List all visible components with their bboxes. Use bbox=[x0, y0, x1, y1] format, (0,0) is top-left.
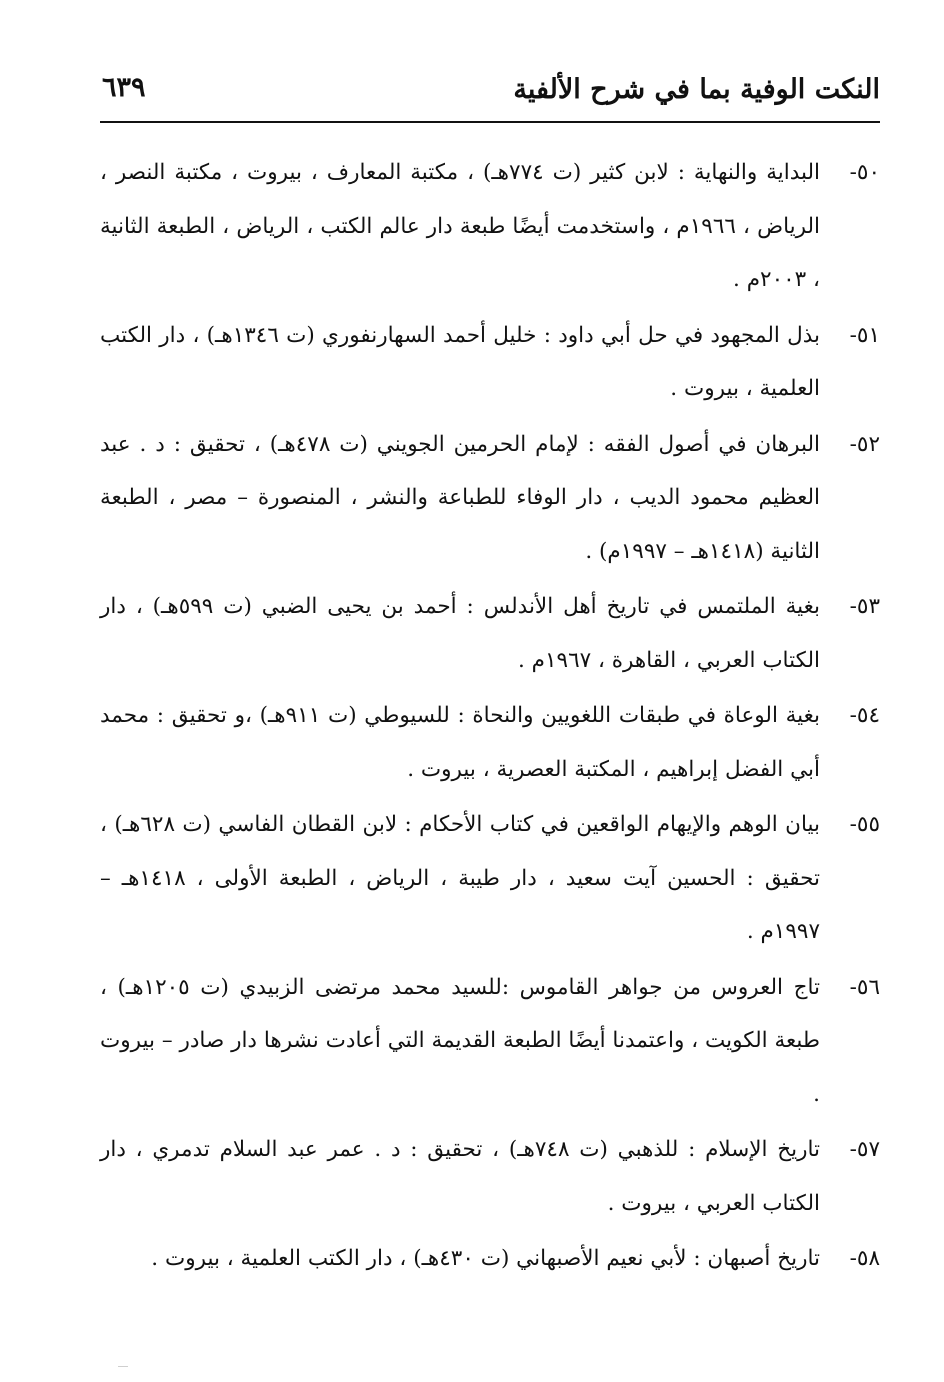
bibliography-list bbox=[100, 146, 880, 1288]
bibliography-entry-56 bbox=[100, 961, 880, 1122]
entry-number: ٥٨- bbox=[849, 1246, 880, 1271]
book-title: النكت الوفية بما في شرح الألفية bbox=[513, 74, 880, 105]
entry-text: تاريخ أصبهان : لأبي نعيم الأصبهاني (ت ٤٣٠هـ) ، دار الكتب العلمية ، بيروت . bbox=[151, 1246, 820, 1271]
entry-text: بذل المجهود في حل أبي داود : خليل أحمد السهارنفوري (ت ١٣٤٦هـ) ، دار الكتب العلمية ، بيروت . bbox=[100, 322, 820, 401]
entry-number: ٥٣- bbox=[849, 594, 880, 619]
bibliography-entry-57 bbox=[100, 1123, 880, 1230]
entry-number: ٥٦- bbox=[849, 974, 880, 1000]
entry-number: ٥٥- bbox=[849, 812, 880, 837]
bibliography-entry-58 bbox=[100, 1232, 880, 1286]
entry-text: تاريخ الإسلام : للذهبي (ت ٧٤٨هـ) ، تحقيق : د . عمر عبد السلام تدمري ، دار الكتاب العربي ، بيروت . bbox=[100, 1137, 820, 1216]
entry-number: ٥٧- bbox=[849, 1137, 880, 1162]
entry-number: ٥١- bbox=[849, 322, 880, 348]
page-number: ٦٣٩ bbox=[102, 72, 146, 103]
entry-text: بيان الوهم والإيهام الواقعين في كتاب الأحكام : لابن القطان الفاسي (ت ٦٢٨هـ) ، تحقيق : الحسين آيت سعيد ، دار طيبة ، الرياض ، الطبعة الأولى ، ١٤١٨هـ – ١٩٩٧م . bbox=[100, 812, 820, 944]
bibliography-entry-52 bbox=[100, 418, 880, 579]
bibliography-entry-51 bbox=[100, 309, 880, 416]
entry-text: تاج العروس من جواهر القاموس :للسيد محمد مرتضى الزبيدي (ت ١٢٠٥هـ) ، طبعة الكويت ، واعتمدنا أيضًا الطبعة القديمة التي أعادت نشرها دار صادر – بيروت . bbox=[100, 974, 820, 1107]
bibliography-entry-55 bbox=[100, 798, 880, 959]
bibliography-entry-50 bbox=[100, 146, 880, 307]
bibliography-entry-53 bbox=[100, 580, 880, 687]
page-header bbox=[98, 64, 880, 120]
scan-mark bbox=[118, 1366, 128, 1367]
entry-text: بغية الملتمس في تاريخ أهل الأندلس : أحمد بن يحيى الضبي (ت ٥٩٩هـ) ، دار الكتاب العربي ، القاهرة ، ١٩٦٧م . bbox=[100, 594, 821, 673]
bibliography-entry-54 bbox=[100, 689, 880, 796]
entry-text: بغية الوعاة في طبقات اللغويين والنحاة : للسيوطي (ت ٩١١هـ) ،و تحقيق : محمد أبي الفضل إبراهيم ، المكتبة العصرية ، بيروت . bbox=[100, 703, 820, 782]
entry-text: البداية والنهاية : لابن كثير (ت ٧٧٤هـ) ، مكتبة المعارف ، بيروت ، مكتبة النصر ، الرياض ، ١٩٦٦م ، واستخدمت أيضًا طبعة دار عالم الكتب ، الرياض ، الطبعة الثانية ، ٢٠٠٣م . bbox=[100, 160, 820, 292]
header-divider bbox=[100, 121, 880, 123]
entry-number: ٥٠- bbox=[849, 160, 880, 185]
entry-number: ٥٢- bbox=[849, 431, 880, 457]
entry-text: البرهان في أصول الفقه : لإمام الحرمين الجويني (ت ٤٧٨هـ) ، تحقيق : د . عبد العظيم محمود الديب ، دار الوفاء للطباعة والنشر ، المنصورة – مصر ، الطبعة الثانية (١٤١٨هـ – ١٩٩٧م) . bbox=[100, 431, 820, 564]
entry-number: ٥٤- bbox=[849, 703, 880, 728]
